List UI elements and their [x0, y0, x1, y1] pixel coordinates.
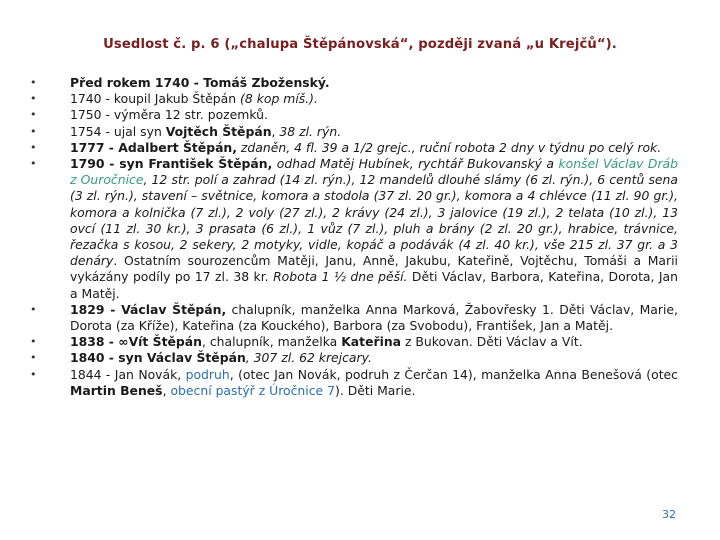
- entry-highlight: obecní pastýř z Úročnice 7: [170, 382, 335, 398]
- entry-text: Děti Václav, Barbora, Kateřina, Dorota, Jan a Matěj.: [70, 269, 678, 301]
- entry-text: 1844 - Jan Novák,: [70, 366, 186, 382]
- entry-highlight: konšel Václav Dráb z Ouročnice: [70, 156, 679, 188]
- entry-name: Adalbert Štěpán,: [118, 139, 237, 155]
- entry-text: , chalupník, manželka: [201, 334, 342, 350]
- entry-text: , (otec Jan Novák, podruh z Čerčan 14), manželka Anna Benešová (otec: [229, 366, 678, 382]
- entry-text: . Ostatním sourozencům Matěji, Janu, Anně, Jakubu, Kateřině, Vojtěchu, Tomáši a Marii vykázány podíly po 17 zl. 38 kr.: [70, 253, 678, 285]
- entry-text: Robota 1 ½ dne pěší.: [273, 269, 408, 285]
- list-item: [30, 124, 678, 140]
- entry-name: Václav Štěpán,: [121, 301, 227, 317]
- entry-text: odhad Matěj Hubínek, rychtář Bukovanský a: [272, 156, 559, 172]
- slide-title: Usedlost č. p. 6 („chalupa Štěpánovská“, později zvaná „u Krejčů“).: [103, 37, 617, 52]
- entry-text: ý.: [317, 75, 330, 90]
- entry-text: 307 zl. 62 krejcary.: [253, 350, 372, 366]
- list-item: [30, 75, 678, 91]
- list-item: [30, 91, 678, 107]
- page-number: 32: [662, 508, 676, 521]
- list-item: [30, 350, 678, 366]
- list-item: [30, 107, 678, 123]
- entry-text: 1740 - koupil Jakub Štěpán: [70, 91, 241, 107]
- entry-text: 1838 -: [70, 334, 119, 350]
- entry-name: Martin Beneš: [70, 382, 163, 398]
- entry-text: z Bukovan. Děti Václav a Vít.: [401, 334, 583, 350]
- entry-name: Vojtěch Štěpán: [165, 123, 272, 139]
- list-item: [30, 367, 678, 399]
- entry-text: 1754 - ujal syn: [70, 123, 166, 139]
- entry-text: zdaněn, 4 fl. 39 a 1/2 grejc., ruční robota 2 dny v týdnu po celý rok.: [236, 139, 662, 155]
- entry-name: Kateřina: [341, 334, 402, 350]
- entry-name: Václav Štěpán: [146, 350, 246, 366]
- entry-text: 1777 -: [70, 139, 119, 155]
- entry-text: 1840 - syn: [70, 350, 147, 366]
- list-item: [30, 334, 678, 350]
- entry-text: 1750 - výměra 12 str. pozemků.: [70, 107, 268, 123]
- entry-text: ). Děti Marie.: [335, 382, 416, 398]
- entry-text: 1829 -: [70, 301, 122, 317]
- entry-text: ,: [245, 350, 254, 366]
- entry-text: , 12 str. polí a zahrad (14 zl. rýn.), 12 mandelů dlouhé slámy (6 zl. rýn.), 6 centů sena (3 zl. rýn.), stavení – světnice, komora a stodola (37 zl. 20 gr.), komora a 4 chlévce (11 zl. 90 gr.), komora a kolnička (7 zl.), 2 voly (27 zl.), 2 krávy (24 zl.), 3 jalovice (19 zl.), 2 telata (10 zl.), 13 ovcí (11 zl. 30 kr.), 3 prasata (6 zl.), 1 vůz (7 zl.), pluh a brány (2 zl. 20 gr.), hrabice, trávnice, řezačka s kosou, 2 sekery, 2 motyky, vidle, kopáč a podávák (4 zl. 40 kr.), vše 215 zl. 37 gr. a 3 denáry: [70, 172, 678, 269]
- entry-text: 1790 - syn: [70, 156, 149, 172]
- entry-text: chalupník, manželka Anna Marková, Žabovřesky 1. Děti Václav, Marie, Dorota (za Kříže), Kateřina (za Kouckého), Barbora (za Svobodu), František, Jan a Matěj.: [70, 301, 678, 334]
- entry-highlight: podruh: [185, 366, 230, 382]
- entry-text: (8 kop míš.).: [240, 91, 318, 107]
- entry-text: ,: [162, 382, 171, 398]
- entry-name: ∞Vít Štěpán: [118, 334, 202, 350]
- list-item: [30, 140, 678, 156]
- entry-text: 38 zl. rýn.: [279, 123, 342, 139]
- list-item: [30, 156, 678, 302]
- list-item: [30, 302, 678, 334]
- entry-text: ,: [271, 123, 280, 139]
- history-list: [30, 75, 678, 399]
- entry-name: František Štěpán,: [148, 156, 273, 172]
- entry-text: Před rokem 1740 - Tomáš Zbožensk: [70, 75, 318, 90]
